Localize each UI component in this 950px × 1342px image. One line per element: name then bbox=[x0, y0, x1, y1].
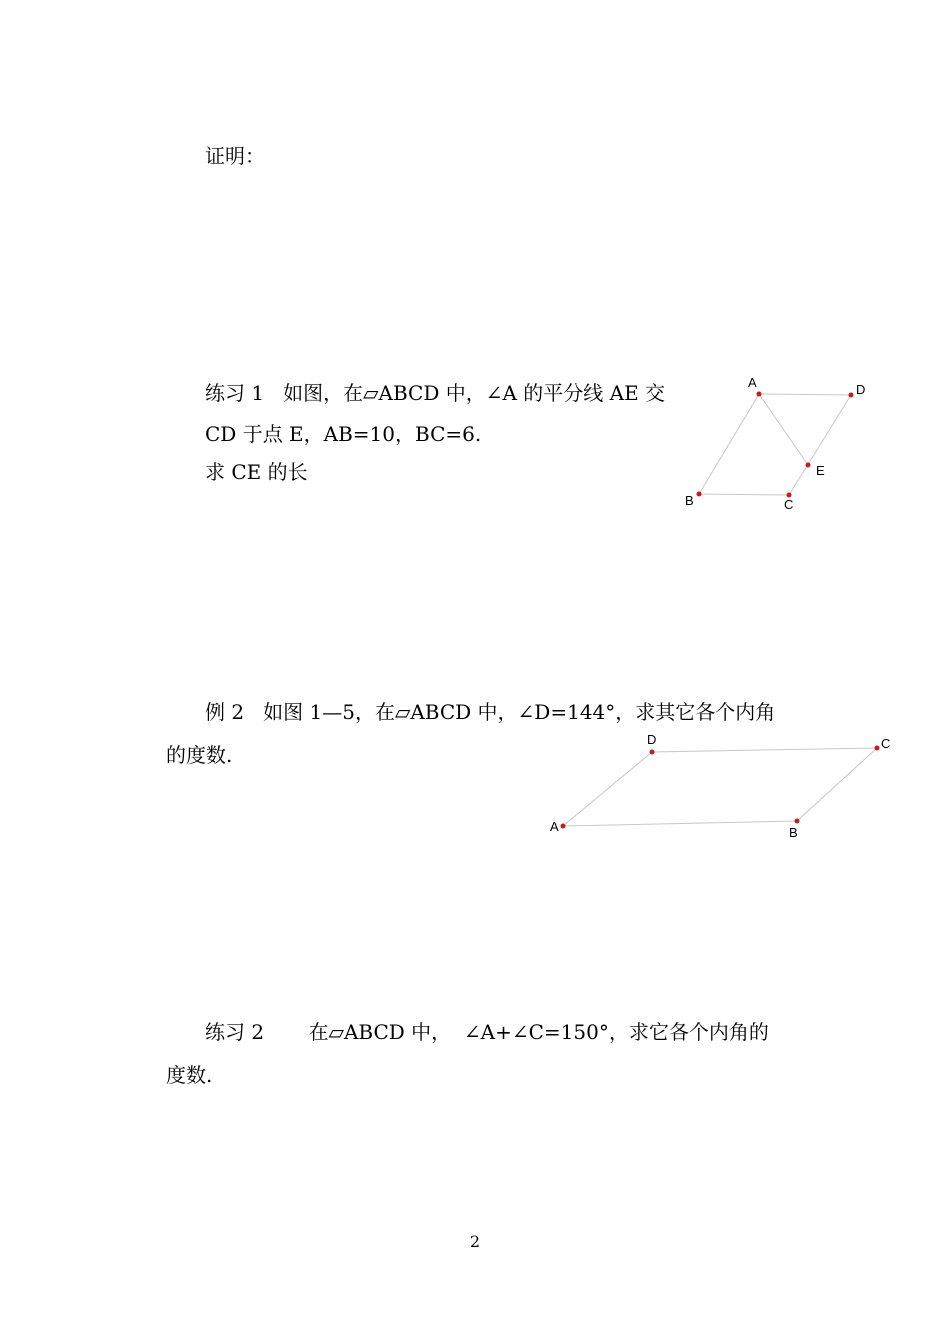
label-A: A bbox=[748, 375, 757, 390]
exercise2-line2: 度数. bbox=[166, 1063, 213, 1087]
exercise1-line1: 练习 1 如图，在▱ABCD 中，∠A 的平分线 AE 交 bbox=[205, 381, 666, 405]
point-A bbox=[561, 824, 566, 829]
label-D: D bbox=[856, 382, 866, 397]
segment-DA bbox=[563, 752, 652, 826]
exercise1-line2: CD 于点 E，AB=10，BC=6. bbox=[205, 422, 482, 446]
segment-BC bbox=[797, 748, 877, 821]
point-C bbox=[875, 746, 880, 751]
example2-line1: 例 2 如图 1—5，在▱ABCD 中，∠D=144°，求其它各个内角 bbox=[205, 700, 776, 724]
label-D: D bbox=[647, 732, 657, 747]
label-C: C bbox=[881, 736, 891, 751]
segment-DC bbox=[652, 748, 877, 752]
segment-AB bbox=[563, 821, 797, 826]
page-number: 2 bbox=[469, 1232, 481, 1251]
point-D bbox=[650, 750, 655, 755]
proof-label: 证明： bbox=[205, 144, 265, 168]
label-A: A bbox=[550, 819, 559, 834]
exercise2-line1: 练习 2 在▱ABCD 中， ∠A+∠C=150°，求它各个内角的 bbox=[205, 1020, 769, 1044]
label-C: C bbox=[784, 497, 794, 512]
label-B: B bbox=[685, 493, 694, 508]
label-E: E bbox=[816, 463, 825, 478]
exercise1-line3: 求 CE 的长 bbox=[205, 460, 308, 484]
label-B: B bbox=[789, 825, 798, 840]
example2-line2: 的度数. bbox=[166, 743, 233, 767]
point-B bbox=[795, 819, 800, 824]
